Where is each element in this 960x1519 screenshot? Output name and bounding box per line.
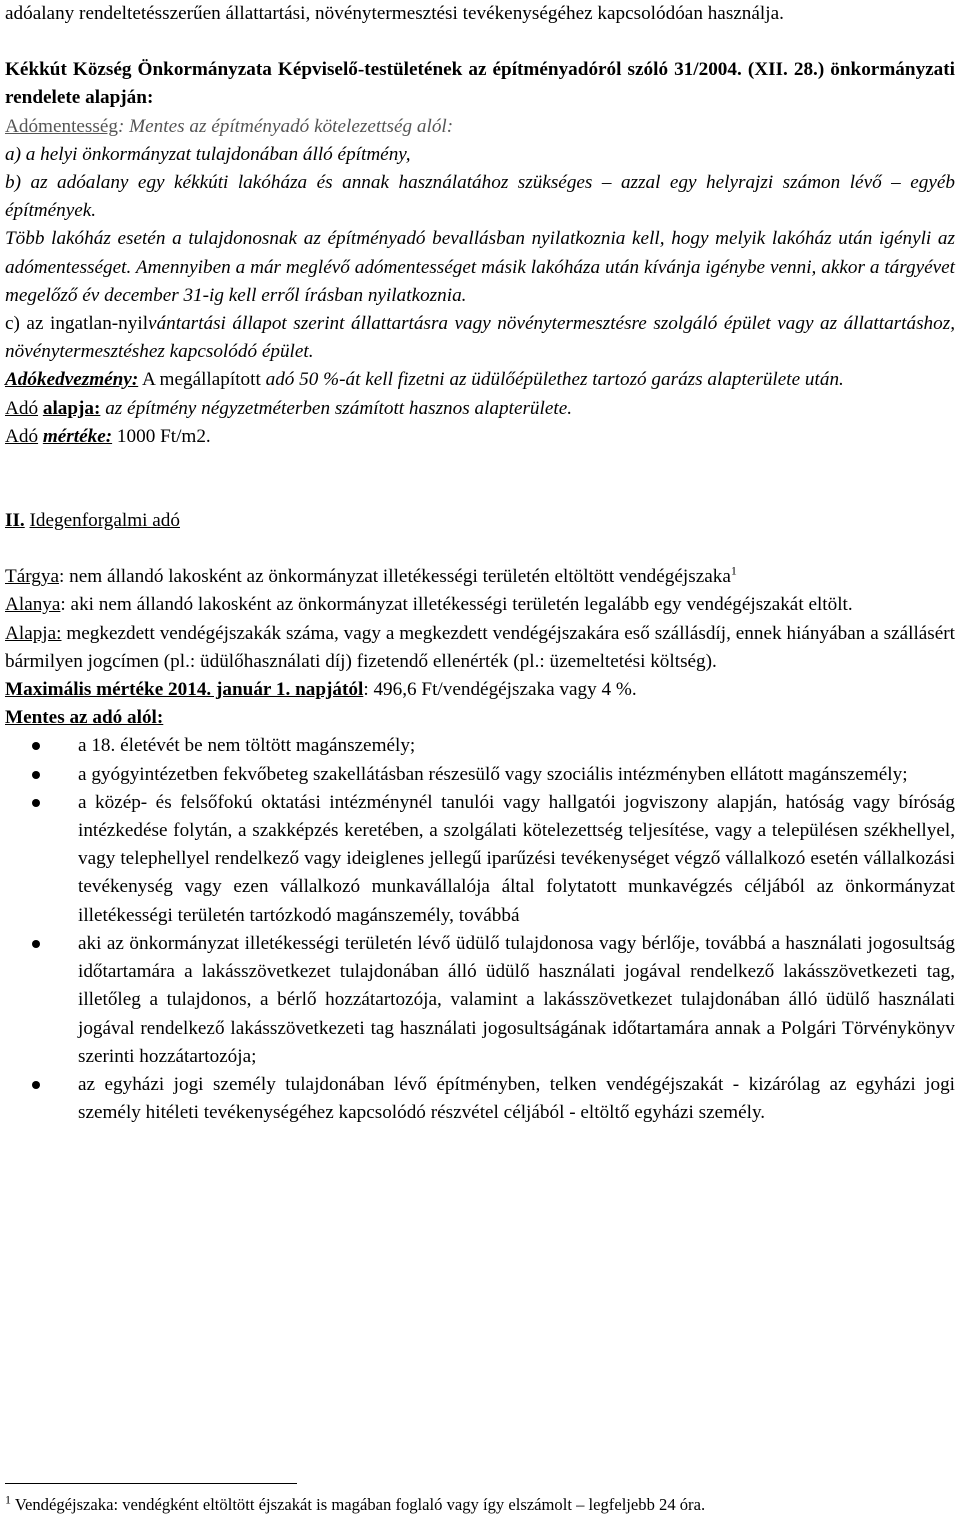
- footnote-ref: 1: [730, 563, 737, 578]
- alapja-paragraph: [5, 620, 955, 676]
- footnote-divider: [5, 1483, 297, 1484]
- ado-alapja-label-1: Adó: [5, 397, 39, 419]
- item-a: a) a helyi önkormányzat tulajdonában álló építmény,: [5, 143, 411, 165]
- item-c-plain: c) az ingatlan-nyil: [5, 313, 149, 335]
- ado-alapja-paragraph: [5, 395, 955, 423]
- list-item: [78, 1071, 955, 1127]
- item-c-italic: vántartási állapot szerint állattartásra vagy növénytermesztésre szolgáló épület vagy az állattartáshoz, növénytermesztéshez kapcsolódó épület.: [5, 313, 955, 363]
- list-item: [78, 930, 955, 1071]
- mentesseg-text: : Mentes az építményadó kötelezettség alól:: [117, 115, 454, 137]
- list-item-text: aki az önkormányzat illetékességi területén lévő üdülő tulajdonosa vagy bérlője, továbbá a használati jogosultság időtartamára a lakásszövetkezet tulajdonában álló üdülő használati jogával rendelkező lakásszövetkezeti tag, illetőleg a tulajdonos, a bérlő hozzátartozója, valamint a lakásszövetkezet tulajdonában álló üdülő használati jogával rendelkező lakásszövetkezeti tag használati jogosultságának időtartamára annak a Polgári Törvénykönyv szerinti hozzátartozója;: [78, 932, 955, 1067]
- tobb-lakohaz-paragraph: [5, 225, 955, 310]
- maximalis-paragraph: [5, 676, 955, 704]
- footnote-number: 1: [5, 1492, 11, 1507]
- document-page: [5, 0, 955, 1127]
- spacer: [5, 535, 955, 563]
- bullet-icon: [32, 742, 40, 750]
- targya-text: : nem állandó lakosként az önkormányzat illetékességi területén eltöltött vendégéjszaka: [58, 566, 731, 588]
- alanya-paragraph: [5, 591, 955, 619]
- ado-alapja-label-2: alapja:: [42, 397, 101, 419]
- ado-mertek-label-1: Adó: [5, 425, 39, 447]
- list-item-text: az egyházi jogi személy tulajdonában lévő építményben, telken vendégéjszakát - kizárólag az egyházi jogi személy hitéleti tevékenységéhez kapcsolódó részvétel céljából - eltöltő egyházi személy.: [78, 1073, 955, 1124]
- tobb-italic: Több lakóház esetén a tulajdonosnak az építményadó bevallás: [5, 228, 497, 250]
- list-item-text: a közép- és felsőfokú oktatási intézménynél tanulói vagy hallgatói jogviszony alapján, hatóság vagy bíróság intézkedése folytán, a szakképzés keretében, a szolgálati kötelezettség teljesítése, vagy a településen székhellyel, vagy telephellyel rendelkező vagy ideiglenes jellegű iparűzési tevékenységet végző vállalkozó esetén vállalkozási tevékenység vagy ezen vállalkozó munkavállalója által folytatott munkavégzés céljából az önkormányzat illetékességi területén tartózkodó magánszemély, továbbá: [78, 791, 955, 926]
- spacer: [5, 479, 955, 507]
- heading-number: II.: [5, 510, 25, 532]
- footnote: [5, 1494, 955, 1516]
- bullet-icon: [32, 1081, 40, 1089]
- idegenforgalmi-heading: [5, 507, 955, 535]
- list-item-text: a 18. életévét be nem töltött magánszemély;: [78, 735, 416, 757]
- list-item: [78, 761, 955, 789]
- maximalis-text: : 496,6 Ft/vendégéjszaka vagy 4 %.: [363, 679, 637, 701]
- mentesseg-label: Adómentesség: [5, 115, 118, 137]
- ado-mertek-text: 1000 Ft/m2.: [112, 425, 211, 447]
- ado-alapja-text: az építmény négyzetméterben számított hasznos alapterülete.: [100, 397, 573, 419]
- mentesseg-paragraph: [5, 113, 955, 141]
- ado-mertek-label-2: mértéke:: [42, 425, 113, 447]
- maximalis-label: Maximális mértéke 2014. január 1. napjától: [5, 679, 364, 701]
- targya-paragraph: [5, 563, 955, 591]
- epitmenyado-heading: Kékkút Község Önkormányzata Képviselő-testületének az építményadóról szóló 31/2004. (XII. 28.) önkormányzati rendelete alapján:: [5, 59, 955, 109]
- intro-paragraph: [5, 0, 955, 28]
- alanya-label: Alanya: [5, 594, 61, 616]
- tobb-plain: ban nyilatkoznia kell, hogy melyik lakóház után igényli az adómentességet. Amennyiben a már meglévő adómentességet másik lakóháza után kívánja igénybe venni, akkor a tárgyévet megelőző év december 31-ig kell erről írásban nyilatkoznia.: [5, 228, 955, 306]
- list-item-text: a gyógyintézetben fekvőbeteg szakellátásban részesülő vagy szociális intézményben ellátott magánszemély;: [78, 763, 908, 785]
- alapja-label: Alapja:: [5, 622, 62, 644]
- spacer: [5, 451, 955, 479]
- targya-label: Tárgya: [5, 566, 59, 588]
- intro-text: adóalany rendeltetésszerűen állattartási, növénytermesztési tevékenységéhez kapcsolódóan használja.: [5, 3, 784, 24]
- kedvezmeny-plain: A megállapított: [138, 369, 266, 391]
- kedvezmeny-italic: adó 50 %-át kell fizetni az üdülőépülethez tartozó garázs alapterülete után.: [265, 369, 844, 391]
- kedvezmeny-label: Adókedvezmény:: [5, 369, 139, 391]
- spacer: [5, 28, 955, 56]
- alanya-text: : aki nem állandó lakosként az önkormányzat illetékességi területén legalább egy vendégéjszakát eltölt.: [60, 594, 853, 616]
- item-b: b) az adóalany egy kékkúti lakóháza és annak használatához szükséges – azzal egy helyrajzi számon lévő – egyéb építmények.: [5, 172, 955, 222]
- mentes-heading: Mentes az adó alól:: [5, 707, 164, 729]
- bullet-icon: [32, 771, 40, 779]
- footnote-text: Vendégéjszaka: vendégként eltöltött éjszakát is magában foglaló vagy így elszámolt – legfeljebb 24 óra.: [11, 1495, 706, 1514]
- list-item: [78, 789, 955, 930]
- mentes-list: [5, 732, 955, 1127]
- alapja-text: megkezdett vendégéjszakák száma, vagy a megkezdett vendégéjszakára eső szállásdíj, ennek hiányában a szállásért bármilyen jogcímen (pl.: üdülőhasználati díj) fizetendő ellenérték (pl.: üzemeltetési költség).: [5, 622, 955, 672]
- item-c: [5, 310, 955, 366]
- heading-title: Idegenforgalmi adó: [29, 510, 180, 532]
- bullet-icon: [32, 799, 40, 807]
- ado-mertek-paragraph: [5, 423, 955, 451]
- bullet-icon: [32, 940, 40, 948]
- kedvezmeny-paragraph: [5, 366, 955, 394]
- list-item: [78, 732, 955, 760]
